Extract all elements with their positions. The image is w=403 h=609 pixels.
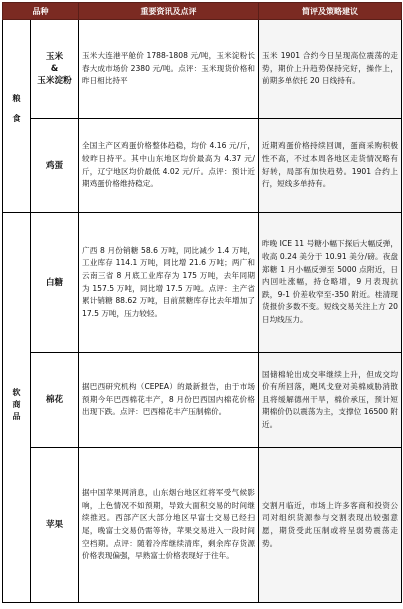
variety-label: 白糖 [45,277,64,288]
category-grain [3,20,31,213]
header-advice: 简评及策略建议 [259,3,402,20]
news-cell: 据中国苹果网消息，山东烟台地区红将军受气候影响，上色情况不如预期，导致大面积交易的时间继续推迟。西部产区大部分地区早富士交易已经扫尾，晚富士交易仍需等待，苹果交易进入一段时间空档期。点评：随着冷库继续清库，剩余库存货源价格表现偏强，早熟富士价格表现好于往年。 [79,448,259,603]
variety-label: 玉米淀粉 [37,76,72,86]
advice-cell: 玉米 1901 合约今日呈现高位震荡的走势，期价上升趋势保持完好，操作上，前期多单依托 20 日线持有。 [259,20,402,119]
category-soft [3,213,31,603]
variety-cotton [31,353,79,448]
variety-sugar [31,213,79,353]
table-row [3,448,402,603]
table-row [3,213,402,353]
variety-label: & [50,64,59,74]
table-row [3,353,402,448]
advice-cell: 昨晚 ICE 11 号糖小幅下探后大幅反弹，收高 0.24 美分于 10.91 美分/磅。夜盘郑糖 1 月小幅反弹至 5000 点附近，日内回吐涨幅，持仓略增，9 月表现抗跌，9-1 价差收窄至-350 附近。桂清现货报价多数不变。短线交易关注上方 20 日均线压力。 [259,213,402,353]
advice-cell: 交割月临近，市场上许多客商和投资公司对组织货源参与交割表现出较强意愿，期货受此压制或将呈弱势震荡走势。 [259,448,402,603]
header-variety: 品种 [3,3,79,20]
table-row [3,20,402,119]
variety-label: 棉花 [45,395,64,405]
news-cell: 据巴西研究机构（CEPEA）的最新报告，由于市场预期今年巴西棉花丰产，8 月份巴西国内棉花价格出现下跌。点评：巴西棉花丰产压制棉价。 [79,353,259,448]
variety-label: 鸡蛋 [45,160,64,171]
news-cell: 全国主产区鸡蛋价格整体趋稳，均价 4.16 元/斤，较昨日持平。其中山东地区均价最高为 4.37 元/斤，辽宁地区均价最低 4.02 元/斤。点评：预计近期鸡蛋价格维持稳定。 [79,119,259,213]
category-label: 粮食 [12,94,21,134]
header-news: 重要资讯及点评 [79,3,259,20]
news-cell: 广西 8 月份销糖 58.6 万吨，同比减少 1.4 万吨，工业库存 114.1 万吨，同比增 21.6 万吨；两广和云南三省 8 月底工业库存为 175 万吨，去年同期为 157.5 万吨，同比增 17.5 万吨。点评：主产省累计销糖 88.62 万吨，目前蔗糖库存比去年增加了 17.5 万吨，压力较轻。 [79,213,259,353]
variety-apple [31,448,79,603]
variety-label: 苹果 [45,520,64,530]
variety-corn [31,20,79,119]
variety-egg [31,119,79,213]
variety-label: 玉米 [45,52,64,62]
category-label: 软商品 [12,387,21,424]
advice-cell: 国储棉轮出成交率继续上升，但成交均价有所回落，飓风戈登对美棉威胁消散且将缓解德州干旱，棉价承压，预计短期棉价仍以震荡为主，支撑位 16500 附近。 [259,353,402,448]
table-row [3,119,402,213]
header-row [3,3,402,20]
news-cell: 玉米大连港平舱价 1788-1808 元/吨，玉米淀粉长春大成市场价 2380 元/吨。点评：玉米现货价格和昨日相比持平 [79,20,259,119]
commodity-table [2,2,402,603]
advice-cell: 近期鸡蛋价格持续回调，蛋商采购积极性不高，不过本周各地区走货情况略有好转，局部有加快趋势。1901 合约上行，短线多单持有。 [259,119,402,213]
